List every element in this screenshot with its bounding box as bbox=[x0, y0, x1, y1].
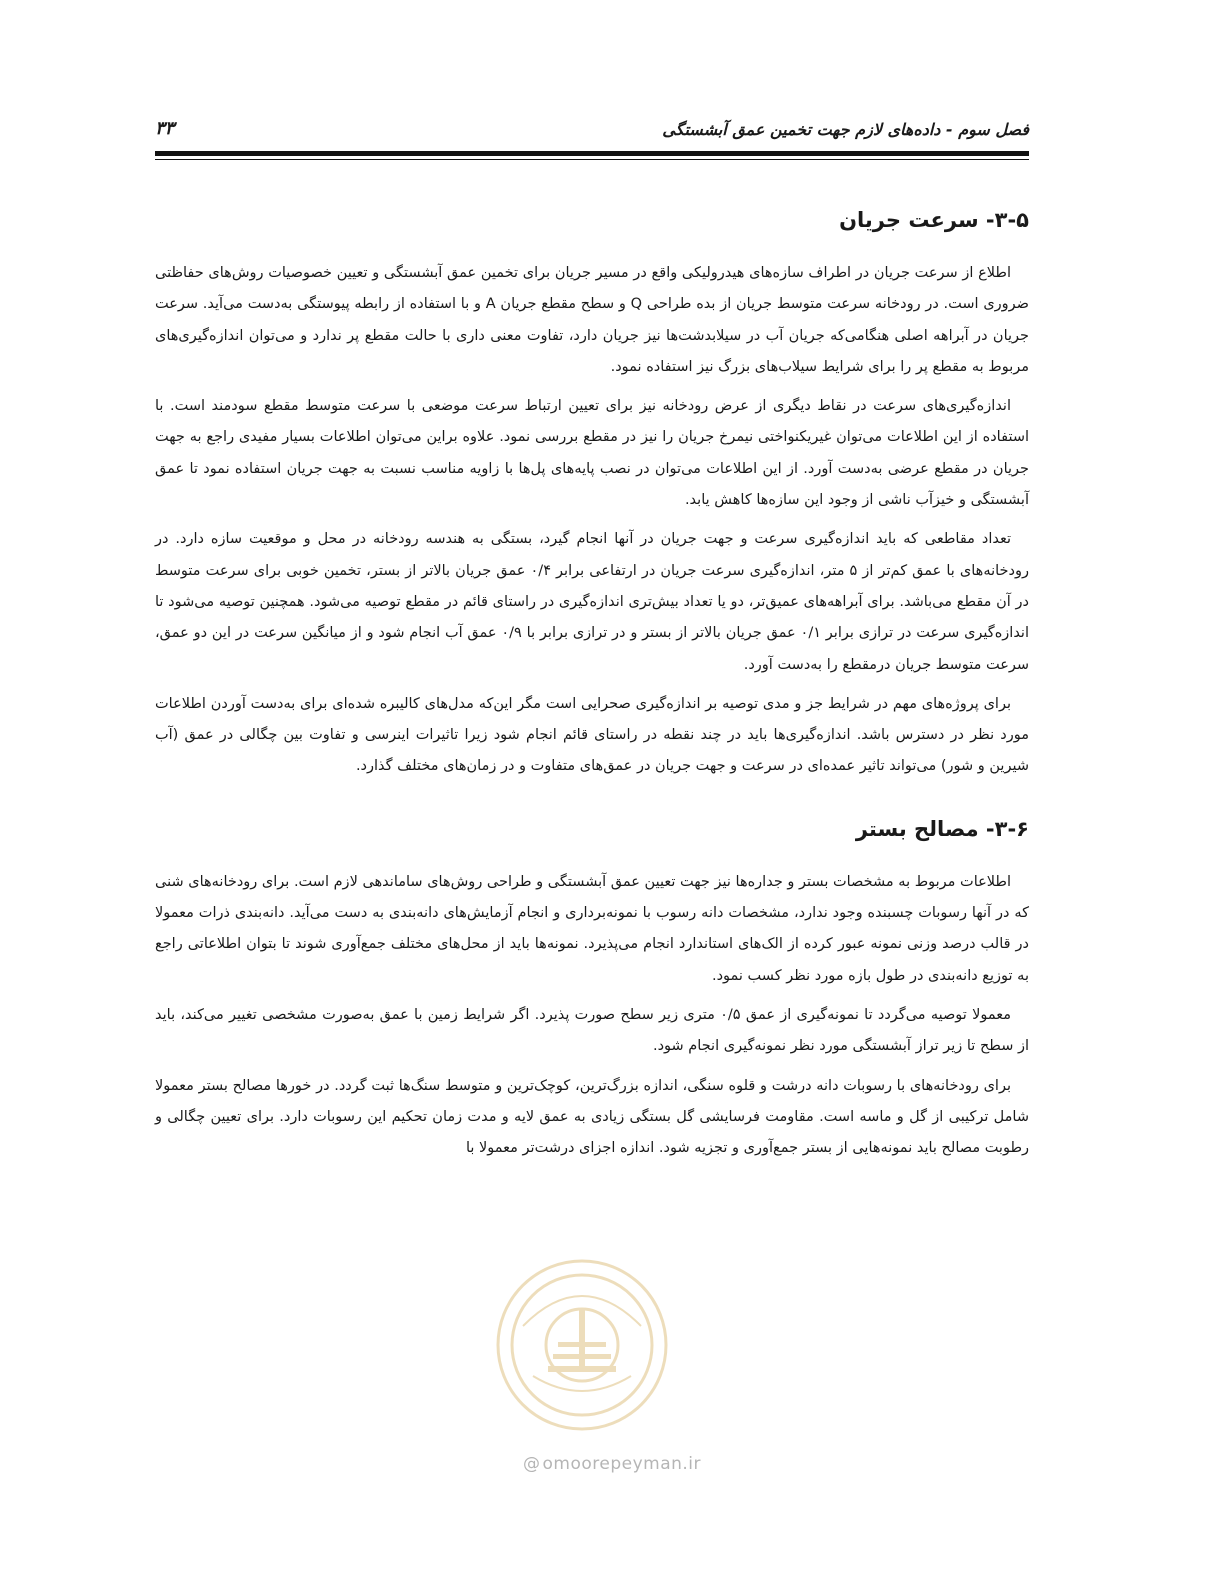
page-body bbox=[155, 196, 1029, 1172]
paragraph: معمولا توصیه می‌گردد تا نمونه‌گیری از عمق ۰/۵ متری زیر سطح صورت پذیرد. اگر شرایط زمین با عمق به‌صورت مشخصی تغییر می‌کند، باید از سطح تا زیر تراز آبشستگی مورد نظر نمونه‌گیری انجام شود. bbox=[155, 1006, 1029, 1055]
website-text: omoorepeyman.ir bbox=[542, 1454, 702, 1474]
section-heading: ۳-۶- مصالح بستر bbox=[855, 816, 1029, 841]
paragraph: برای پروژه‌های مهم در شرایط جز و مدی توصیه بر اندازه‌گیری صحرایی است مگر این‌که مدل‌های کالیبره شده‌ای برای به‌دست آوردن اطلاعات مورد نظر در دسترس باشد. اندازه‌گیری‌ها باید در چند نقطه در راستای قائم انجام شود زیرا تاثیرات اینرسی و تفاوت بین چگالی در عمق (آب شیرین و شور) می‌تواند تاثیر عمده‌ای در سرعت و جهت جریان در عمق‌های متفاوت و در زمان‌های مختلف گذارد. bbox=[155, 695, 1029, 775]
page-number: ۳۳ bbox=[155, 118, 175, 139]
section-bed-material bbox=[155, 805, 1029, 1165]
watermark-seal-icon bbox=[493, 1256, 671, 1434]
paragraph: اطلاعات مربوط به مشخصات بستر و جداره‌ها نیز جهت تعیین عمق آبشستگی و طراحی روش‌های ساماندهی لازم است. برای رودخانه‌های شنی که در آنها رسوبات چسبنده وجود ندارد، مشخصات دانه رسوب با نمونه‌برداری و انجام آزمایش‌های دانه‌بندی به دست می‌آید. دانه‌بندی ذرات معمولا در قالب درصد وزنی نمونه عبور کرده از الک‌های استاندارد انجام می‌پذیرد. نمونه‌ها باید از محل‌های مختلف جمع‌آوری شوند تا بتوان اطلاعاتی راجع به توزیع دانه‌بندی در طول بازه مورد نظر کسب نمود. bbox=[155, 873, 1029, 984]
header-rule-thick bbox=[155, 151, 1029, 156]
paragraph: برای رودخانه‌های با رسوبات دانه درشت و قلوه سنگی، اندازه بزرگ‌ترین، کوچک‌ترین و متوسط سنگ‌ها ثبت گردد. در خورها مصالح بستر معمولا شامل ترکیبی از گل و ماسه است. مقاومت فرسایشی گل بستگی زیادی به عمق لایه و مدت زمان تحکیم این رسوبات دارد. برای تعیین چگالی و رطوبت مصالح باید نمونه‌هایی از بستر جمع‌آوری و تجزیه شود. اندازه اجزای درشت‌تر معمولا با bbox=[155, 1077, 1029, 1157]
paragraph: اندازه‌گیری‌های سرعت در نقاط دیگری از عرض رودخانه نیز برای تعیین ارتباط سرعت موضعی با سرعت متوسط مقطع سودمند است. با استفاده از این اطلاعات می‌توان غیریکنواختی نیمرخ جریان را نیز در مقطع بررسی نمود. علاوه براین می‌توان اطلاعات بسیار مفیدی راجع به جهت جریان در مقطع عرضی به‌دست آورد. از این اطلاعات می‌توان در نصب پایه‌های پل‌ها با زاویه مناسب نسبت به جهت جریان استفاده نمود تا عمق آبشستگی و خیزآب ناشی از وجود این سازه‌ها کاهش یابد. bbox=[155, 398, 1029, 509]
paragraph: اطلاع از سرعت جریان در اطراف سازه‌های هیدرولیکی واقع در مسیر جریان برای تخمین عمق آبشستگی و تعیین خصوصیات روش‌های حفاظتی ضروری است. در رودخانه سرعت متوسط جریان از بده طراحی Q و سطح مقطع جریان A و با استفاده از رابطه پیوستگی به‌دست می‌آید. سرعت جریان در آبراهه اصلی هنگامی‌که جریان آب در سیلابدشت‌ها نیز جریان دارد، تفاوت معنی داری با حالت مقطع پر ندارد و می‌توان اندازه‌گیری‌های مربوط به مقطع پر را برای شرایط سیلاب‌های بزرگ نیز استفاده نمود. bbox=[155, 265, 1029, 375]
website-watermark bbox=[0, 1454, 1224, 1474]
page-header bbox=[155, 112, 1029, 156]
section-heading: ۳-۵- سرعت جریان bbox=[839, 208, 1029, 232]
header-rule-thin bbox=[155, 159, 1029, 160]
paragraph: تعداد مقاطعی که باید اندازه‌گیری سرعت و جهت جریان در آنها انجام گیرد، بستگی به هندسه رودخانه در محل و موقعیت سازه دارد. در رودخانه‌های با عمق کم‌تر از ۵ متر، اندازه‌گیری سرعت جریان در ارتفاعی برابر ۰/۴ عمق جریان بالاتر از بستر، تخمین خوبی برای سرعت متوسط در آن مقطع می‌باشد. برای آبراهه‌های عمیق‌تر، دو یا تعداد بیش‌تری اندازه‌گیری در راستای قائم در مقطع توصیه می‌شود. همچنین توصیه می‌شود تا اندازه‌گیری سرعت در ترازی برابر ۰/۱ عمق جریان بالاتر از بستر و در ترازی برابر با ۰/۹ عمق آب انجام شود و از میانگین سرعت در این دو عمق، سرعت متوسط جریان درمقطع را به‌دست آورد. bbox=[155, 531, 1030, 673]
at-icon: @ bbox=[522, 1454, 541, 1474]
chapter-title: فصل سوم - داده‌های لازم جهت تخمین عمق آبشستگی bbox=[662, 120, 1029, 139]
section-flow-velocity bbox=[155, 196, 1029, 783]
